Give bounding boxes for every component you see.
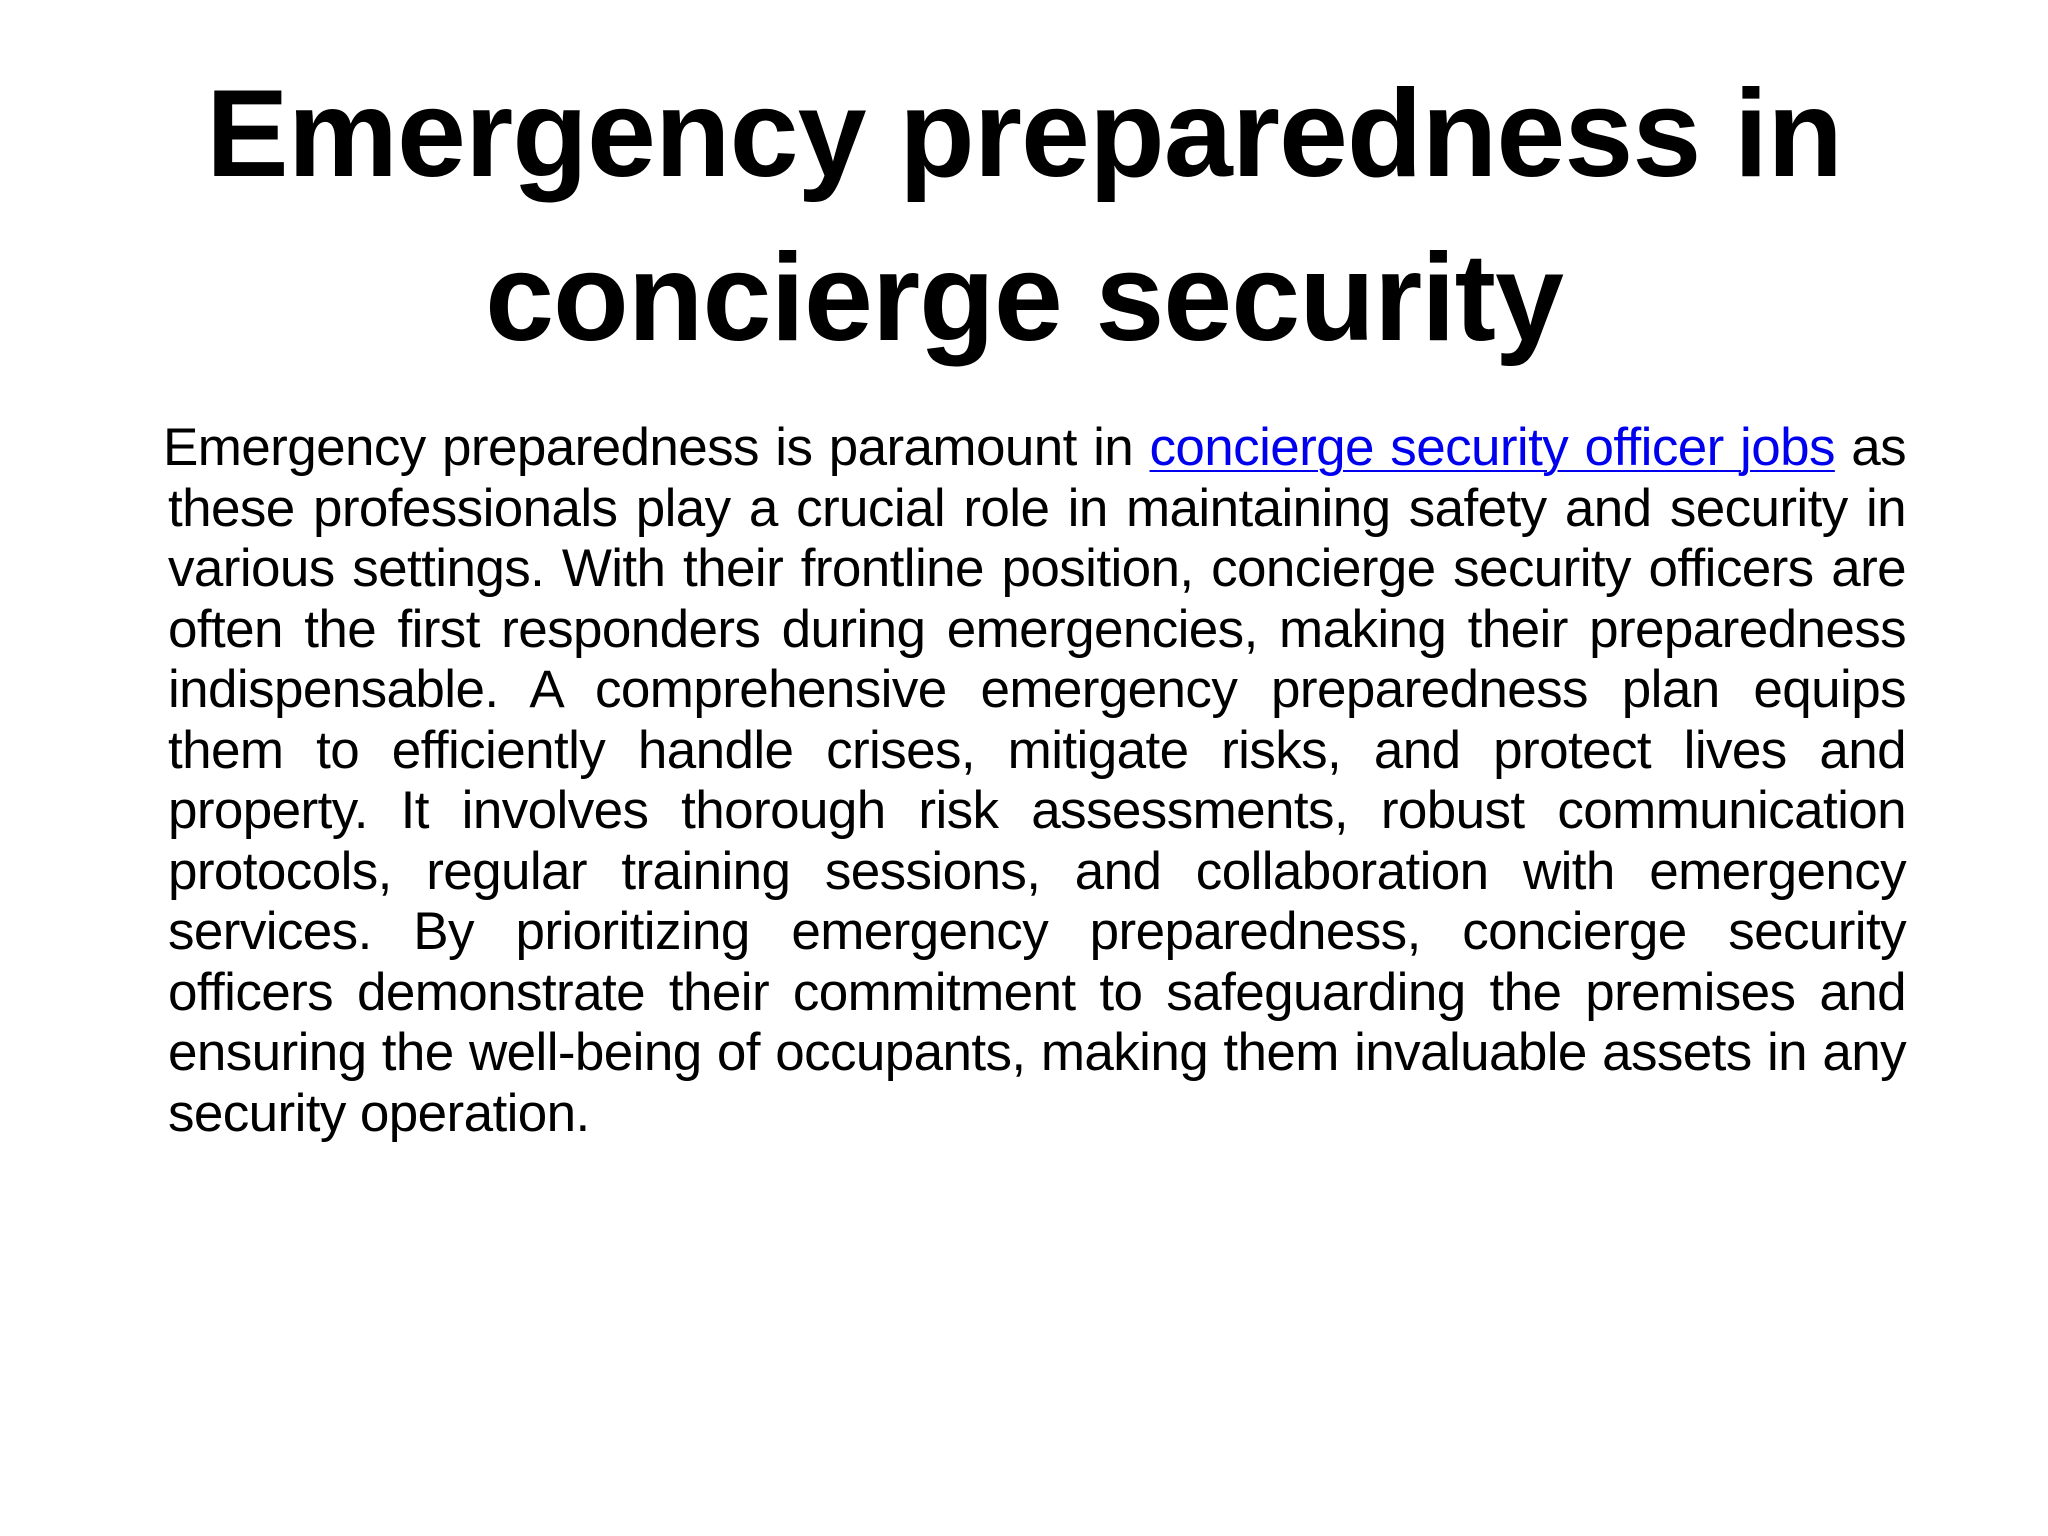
slide-title xyxy=(160,52,1888,380)
slide-title-line-1: Emergency preparedness in xyxy=(206,65,1842,203)
concierge-security-officer-jobs-link[interactable]: concierge security officer jobs xyxy=(1149,418,1835,477)
body-text-main: as these professionals play a crucial role in maintaining safety and security in various settings. With their frontline position, concierge security officers are often the first responders during emergencies, making their preparedness indispensable. A comprehensive emergency preparedness plan equips them to efficiently handle crises, mitigate risks, and protect lives and property. It involves thorough risk assessments, robust communication protocols, regular training sessions, and collaboration with emergency services. By prioritizing emergency preparedness, concierge security officers demonstrate their commitment to safeguarding the premises and ensuring the well-being of occupants, making them invaluable assets in any security operation. xyxy=(168,418,1907,1143)
slide-body-paragraph xyxy=(163,418,1907,1144)
slide-title-line-2: concierge security xyxy=(485,229,1563,367)
body-text-intro: Emergency preparedness is paramount in xyxy=(163,418,1150,477)
